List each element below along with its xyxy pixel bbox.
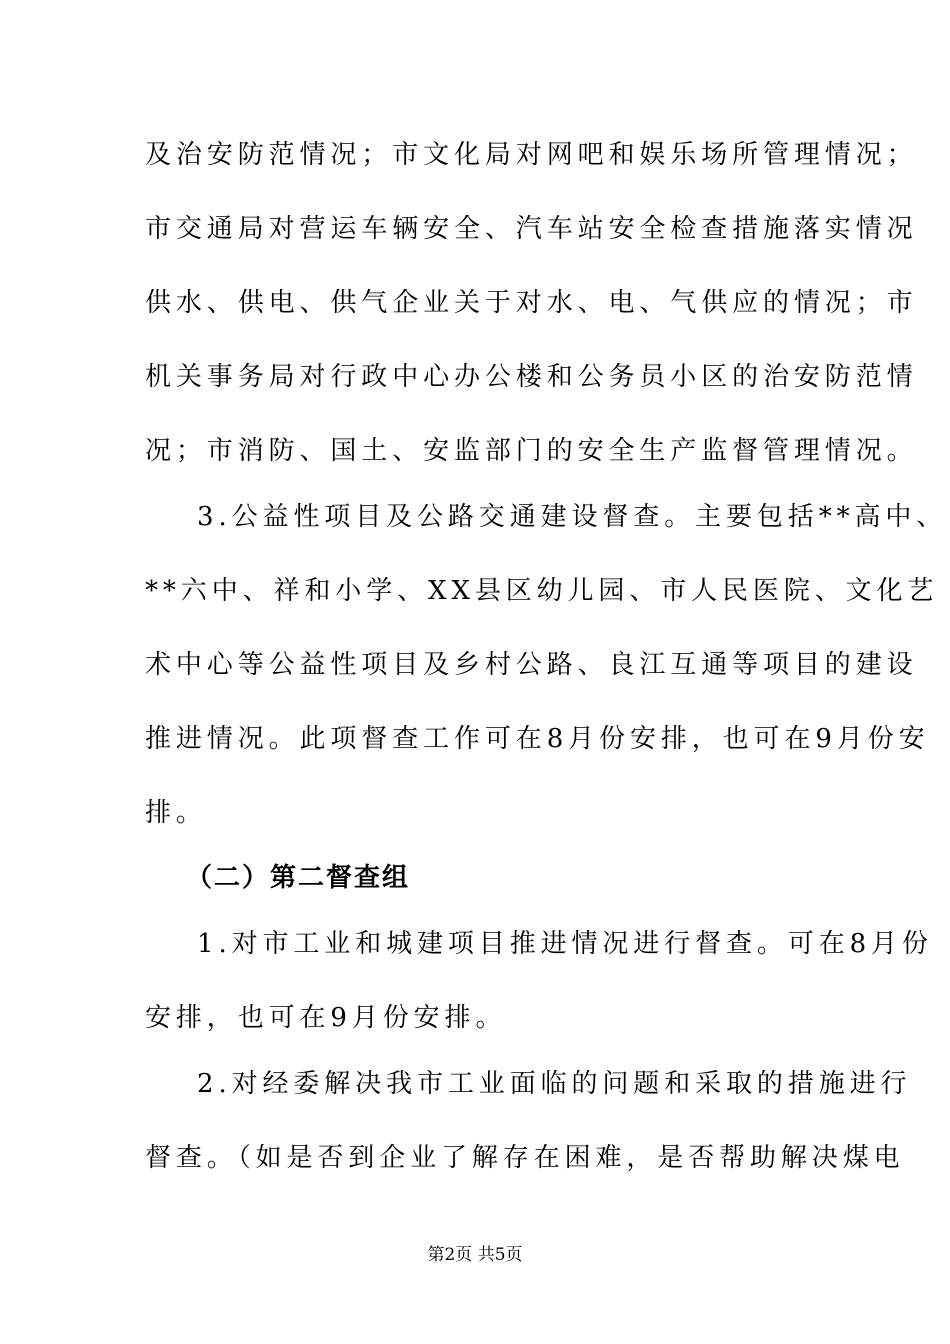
body-text-line: 推进情况。此项督查工作可在8月份安排，也可在9月份安 (145, 724, 930, 754)
body-text-line: 况；市消防、国土、安监部门的安全生产监督管理情况。 (145, 436, 918, 466)
body-text-line: 2.对经委解决我市工业面临的问题和采取的措施进行 (197, 1069, 912, 1099)
body-text-line: 安排，也可在9月份安排。 (145, 1003, 507, 1033)
body-text-line: 市交通局对营运车辆安全、汽车站安全检查措施落实情况 (145, 214, 918, 244)
body-text-line: 1.对市工业和城建项目推进情况进行督查。可在8月份 (197, 929, 933, 959)
body-text-line: 机关事务局对行政中心办公楼和公务员小区的治安防范情 (145, 362, 918, 392)
page-footer: 第2页 共5页 (427, 1245, 523, 1265)
body-text-line: 供水、供电、供气企业关于对水、电、气供应的情况；市 (145, 288, 918, 318)
body-text-line: 督查。（如是否到企业了解存在困难，是否帮助解决煤电 (145, 1143, 905, 1173)
section-heading: （二）第二督查组 (186, 863, 411, 893)
body-text-line: 及治安防范情况；市文化局对网吧和娱乐场所管理情况； (145, 140, 918, 170)
body-text-line: 3.公益性项目及公路交通建设督查。主要包括**高中、 (197, 502, 948, 532)
body-text-line: 术中心等公益性项目及乡村公路、良江互通等项目的建设 (145, 650, 918, 680)
body-text-line: 排。 (145, 798, 207, 828)
body-text-line: **六中、祥和小学、XX县区幼儿园、市人民医院、文化艺 (145, 576, 939, 606)
